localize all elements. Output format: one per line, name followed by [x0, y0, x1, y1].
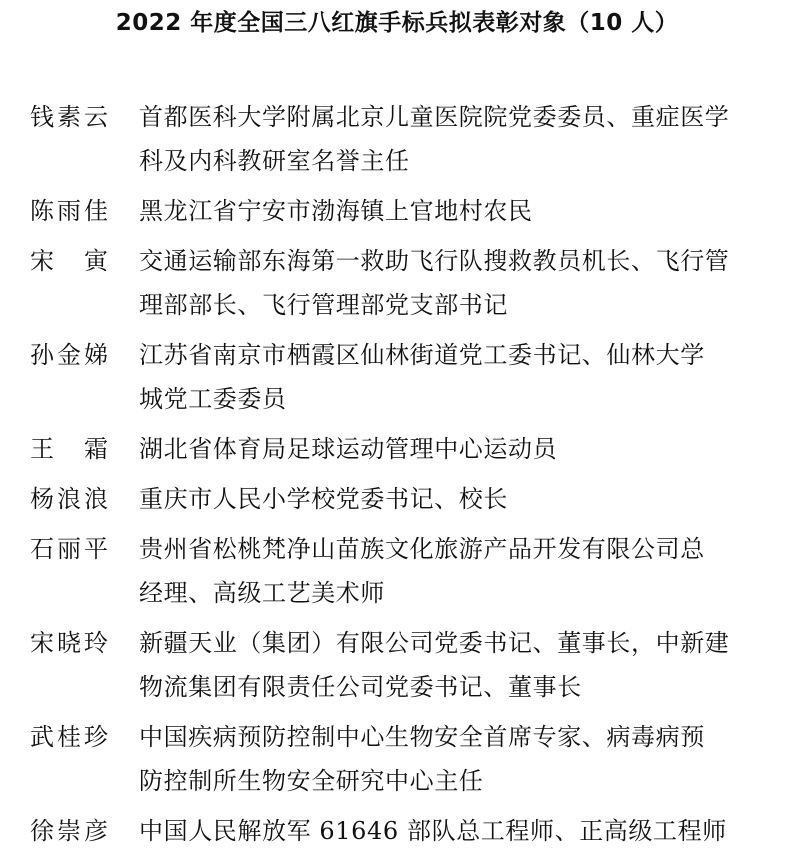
honoree-name: 石丽平 [30, 535, 108, 563]
honoree-entry [0, 527, 794, 615]
honoree-description [139, 715, 767, 803]
description-line: 理部部长、飞行管理部党支部书记 [139, 291, 508, 319]
description-line: 中国疾病预防控制中心生物安全首席专家、病毒病预 [139, 723, 705, 751]
honoree-name: 徐崇彦 [30, 817, 108, 845]
description-line: 贵州省松桃梵净山苗族文化旅游产品开发有限公司总 [139, 535, 705, 563]
description-line: 交通运输部东海第一救助飞行队搜救教员机长、飞行管 [139, 247, 730, 275]
honoree-entry [0, 809, 794, 853]
honoree-name: 孙金娣 [30, 341, 108, 369]
honoree-description [139, 527, 767, 615]
description-line: 新疆天业（集团）有限公司党委书记、董事长，中新建 [139, 629, 730, 657]
description-line: 中国人民解放军 61646 部队总工程师、正高级工程师 [139, 817, 727, 845]
honoree-entry [0, 427, 794, 471]
honoree-name: 宋 寅 [30, 247, 108, 275]
honoree-description [139, 95, 767, 183]
honoree-name: 陈雨佳 [30, 197, 108, 225]
description-line: 经理、高级工艺美术师 [139, 579, 385, 607]
honoree-description [139, 239, 767, 327]
honoree-entry [0, 239, 794, 327]
honoree-entry [0, 715, 794, 803]
honoree-entry [0, 95, 794, 183]
description-line: 湖北省体育局足球运动管理中心运动员 [139, 435, 558, 463]
description-line: 黑龙江省宁安市渤海镇上官地村农民 [139, 197, 533, 225]
description-line: 重庆市人民小学校党委书记、校长 [139, 485, 508, 513]
description-line: 防控制所生物安全研究中心主任 [139, 767, 484, 795]
honoree-description [139, 189, 767, 233]
honoree-description [139, 427, 767, 471]
honoree-entry [0, 621, 794, 709]
description-line: 江苏省南京市栖霞区仙林街道党工委书记、仙林大学 [139, 341, 705, 369]
honoree-name: 王 霜 [30, 435, 108, 463]
honoree-entry [0, 189, 794, 233]
description-line: 科及内科教研室名誉主任 [139, 147, 410, 175]
description-line: 城党工委委员 [139, 385, 287, 413]
honoree-entry [0, 333, 794, 421]
honoree-description [139, 477, 767, 521]
honoree-description [139, 809, 767, 853]
honoree-entry [0, 477, 794, 521]
honoree-name: 武桂珍 [30, 723, 108, 751]
honoree-name: 钱素云 [30, 103, 108, 131]
page-title: 2022 年度全国三八红旗手标兵拟表彰对象（10 人） [115, 10, 679, 36]
description-line: 首都医科大学附属北京儿童医院院党委委员、重症医学 [139, 103, 730, 131]
honoree-list [0, 95, 794, 859]
honoree-description [139, 333, 767, 421]
honoree-description [139, 621, 767, 709]
honoree-name: 杨浪浪 [30, 485, 108, 513]
description-line: 物流集团有限责任公司党委书记、董事长 [139, 673, 582, 701]
honoree-name: 宋晓玲 [30, 629, 108, 657]
